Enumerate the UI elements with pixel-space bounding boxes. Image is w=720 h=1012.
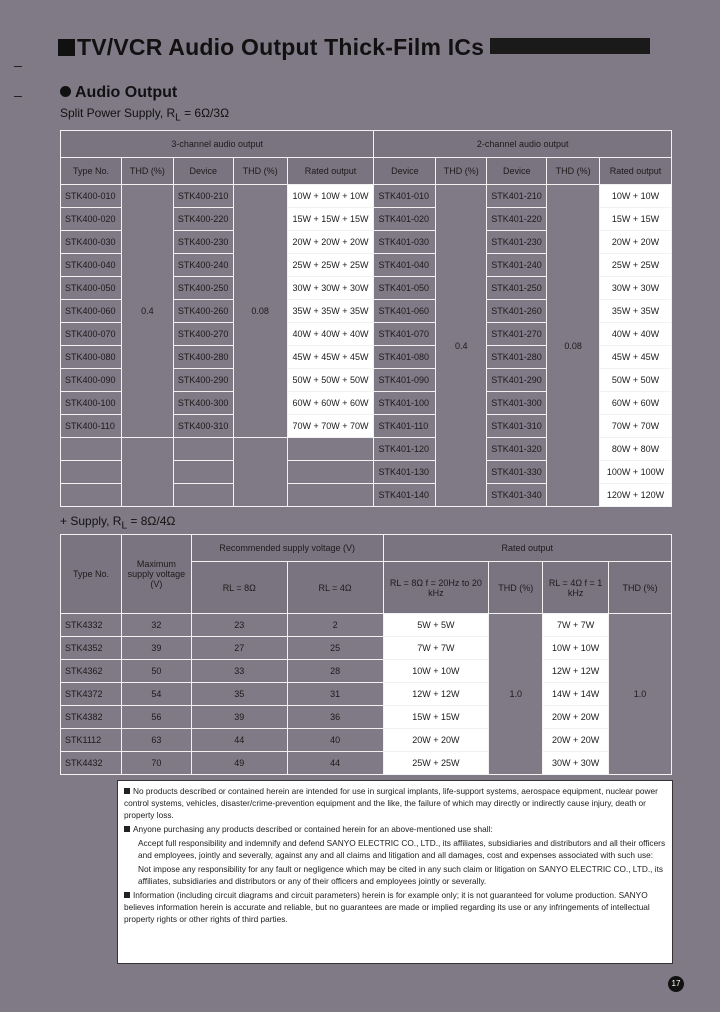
thd-cell: 1.0 <box>609 614 672 775</box>
rated-output-cell <box>287 438 374 461</box>
plus-caption-sub: L <box>121 520 128 532</box>
type-no-cell: STK400-070 <box>61 323 122 346</box>
device-cell: STK401-240 <box>487 254 547 277</box>
thd-cell <box>121 438 173 507</box>
rated-output-cell: 25W + 25W + 25W <box>287 254 374 277</box>
note-2b <box>124 863 666 887</box>
rated-output-cell: 35W + 35W <box>600 300 672 323</box>
type-no-cell: STK4332 <box>61 614 122 637</box>
col-thd: THD (%) <box>547 158 600 185</box>
col-thd: THD (%) <box>233 158 287 185</box>
split-supply-table <box>60 130 672 507</box>
device-cell: STK401-090 <box>374 369 436 392</box>
note-text: Information (including circuit diagrams and circuit parameters) herein is for example only; it is not guaranteed for volume production. SANYO believes information herein is accurate and reliable, but no guarantees are made or implied regarding its use or any infringements of intellectual property rights or other rights of third parties. <box>124 890 650 924</box>
device-cell: STK400-310 <box>173 415 233 438</box>
rated-rl8-cell: 10W + 10W <box>383 660 489 683</box>
col-device: Device <box>173 158 233 185</box>
device-cell: STK401-070 <box>374 323 436 346</box>
rl8-supply-cell: 27 <box>191 637 287 660</box>
rated-rl4-cell: 10W + 10W <box>543 637 609 660</box>
max-supply-cell: 32 <box>121 614 191 637</box>
col-rated-output: Rated output <box>287 158 374 185</box>
rated-output-cell: 40W + 40W <box>600 323 672 346</box>
type-no-cell: STK400-050 <box>61 277 122 300</box>
device-cell: STK401-050 <box>374 277 436 300</box>
page-title <box>58 34 650 61</box>
col-type-no: Type No. <box>61 535 122 614</box>
note-2a <box>124 837 666 861</box>
note-3 <box>124 889 666 925</box>
device-cell: STK400-270 <box>173 323 233 346</box>
col-type-no: Type No. <box>61 158 122 185</box>
note-bullet-icon <box>124 892 130 898</box>
rl8-supply-cell: 39 <box>191 706 287 729</box>
device-cell: STK400-240 <box>173 254 233 277</box>
rl4-supply-cell: 2 <box>287 614 383 637</box>
device-cell: STK400-290 <box>173 369 233 392</box>
device-cell: STK400-220 <box>173 208 233 231</box>
rated-rl4-cell: 14W + 14W <box>543 683 609 706</box>
note-text: Not impose any responsibility for any fault or negligence which may be cited in any such claim or litigation on SANYO ELECTRIC CO., LTD., its affiliates, subsidiaries and distributors or any of their officers and employees jointly or severally. <box>138 864 664 886</box>
col-device: Device <box>487 158 547 185</box>
title-japanese-redacted <box>490 38 650 54</box>
table-row <box>61 185 672 208</box>
col-device: Device <box>374 158 436 185</box>
rl4-supply-cell: 25 <box>287 637 383 660</box>
margin-mark <box>14 96 22 97</box>
rated-output-cell: 60W + 60W <box>600 392 672 415</box>
rated-output-cell: 80W + 80W <box>600 438 672 461</box>
table-row <box>61 706 672 729</box>
max-supply-cell: 50 <box>121 660 191 683</box>
device-cell: STK400-210 <box>173 185 233 208</box>
col-thd-8: THD (%) <box>489 562 543 614</box>
table-row <box>61 614 672 637</box>
device-cell: STK400-230 <box>173 231 233 254</box>
thd-cell: 0.4 <box>121 185 173 438</box>
rated-output-cell: 60W + 60W + 60W <box>287 392 374 415</box>
device-cell: STK400-260 <box>173 300 233 323</box>
rated-rl4-cell: 30W + 30W <box>543 752 609 775</box>
rl4-supply-cell: 36 <box>287 706 383 729</box>
type-no-cell: STK400-040 <box>61 254 122 277</box>
col-max-supply: Maximum supply voltage (V) <box>121 535 191 614</box>
type-no-cell: STK400-110 <box>61 415 122 438</box>
note-bullet-icon <box>124 826 130 832</box>
device-cell: STK401-220 <box>487 208 547 231</box>
device-cell <box>173 484 233 507</box>
table-row <box>61 729 672 752</box>
note-1 <box>124 785 666 821</box>
device-cell: STK401-140 <box>374 484 436 507</box>
type-no-cell: STK400-080 <box>61 346 122 369</box>
device-cell: STK401-270 <box>487 323 547 346</box>
type-no-cell <box>61 438 122 461</box>
table-row <box>61 752 672 775</box>
device-cell: STK401-080 <box>374 346 436 369</box>
device-cell: STK401-130 <box>374 461 436 484</box>
rated-rl4-cell: 7W + 7W <box>543 614 609 637</box>
rated-output-cell: 50W + 50W + 50W <box>287 369 374 392</box>
rated-output-cell: 120W + 120W <box>600 484 672 507</box>
title-square-icon <box>58 39 75 56</box>
thd-cell <box>233 438 287 507</box>
rated-output-cell <box>287 461 374 484</box>
device-cell <box>173 461 233 484</box>
col-recommended-supply: Recommended supply voltage (V) <box>191 535 383 562</box>
col-thd-4: THD (%) <box>609 562 672 614</box>
note-2 <box>124 823 666 835</box>
device-cell <box>173 438 233 461</box>
disclaimer-box <box>117 780 673 964</box>
section-heading <box>60 84 177 102</box>
type-no-cell: STK4372 <box>61 683 122 706</box>
type-no-cell: STK4362 <box>61 660 122 683</box>
margin-mark <box>14 66 22 67</box>
rated-output-cell: 70W + 70W <box>600 415 672 438</box>
type-no-cell: STK400-090 <box>61 369 122 392</box>
table-row <box>61 637 672 660</box>
max-supply-cell: 54 <box>121 683 191 706</box>
device-cell: STK401-260 <box>487 300 547 323</box>
split-supply-caption <box>60 106 229 123</box>
device-cell: STK401-250 <box>487 277 547 300</box>
device-cell: STK401-030 <box>374 231 436 254</box>
rated-output-cell: 15W + 15W + 15W <box>287 208 374 231</box>
split-caption-tail: = 6Ω/3Ω <box>180 106 230 120</box>
type-no-cell: STK400-100 <box>61 392 122 415</box>
type-no-cell: STK4432 <box>61 752 122 775</box>
thd-cell: 0.08 <box>233 185 287 438</box>
type-no-cell <box>61 461 122 484</box>
section-heading-text: Audio Output <box>75 84 178 101</box>
header-2ch: 2-channel audio output <box>374 131 672 158</box>
device-cell: STK400-280 <box>173 346 233 369</box>
plus-supply-caption <box>60 514 175 531</box>
rated-rl8-cell: 5W + 5W <box>383 614 489 637</box>
device-cell: STK401-300 <box>487 392 547 415</box>
rated-output-cell: 45W + 45W + 45W <box>287 346 374 369</box>
rated-rl4-cell: 20W + 20W <box>543 729 609 752</box>
thd-cell: 1.0 <box>489 614 543 775</box>
max-supply-cell: 63 <box>121 729 191 752</box>
type-no-cell: STK400-020 <box>61 208 122 231</box>
rated-rl8-cell: 15W + 15W <box>383 706 489 729</box>
col-thd: THD (%) <box>436 158 487 185</box>
max-supply-cell: 56 <box>121 706 191 729</box>
rated-output-cell: 25W + 25W <box>600 254 672 277</box>
rl4-supply-cell: 31 <box>287 683 383 706</box>
thd-cell: 0.08 <box>547 185 600 507</box>
rated-rl8-cell: 7W + 7W <box>383 637 489 660</box>
rated-rl8-cell: 20W + 20W <box>383 729 489 752</box>
device-cell: STK401-330 <box>487 461 547 484</box>
rated-output-cell: 40W + 40W + 40W <box>287 323 374 346</box>
rl8-supply-cell: 23 <box>191 614 287 637</box>
type-no-cell: STK1112 <box>61 729 122 752</box>
plus-caption-tail: = 8Ω/4Ω <box>127 514 176 528</box>
device-cell: STK401-280 <box>487 346 547 369</box>
device-cell: STK401-310 <box>487 415 547 438</box>
plus-supply-table <box>60 534 672 775</box>
rl4-supply-cell: 28 <box>287 660 383 683</box>
device-cell: STK401-120 <box>374 438 436 461</box>
type-no-cell: STK400-010 <box>61 185 122 208</box>
col-rl8: RL = 8Ω <box>191 562 287 614</box>
device-cell: STK400-250 <box>173 277 233 300</box>
device-cell: STK401-020 <box>374 208 436 231</box>
rated-output-cell: 10W + 10W <box>600 185 672 208</box>
type-no-cell <box>61 484 122 507</box>
rated-rl4-cell: 20W + 20W <box>543 706 609 729</box>
table-row <box>61 683 672 706</box>
bullet-icon <box>60 86 71 97</box>
device-cell: STK401-100 <box>374 392 436 415</box>
page-title-text: TV/VCR Audio Output Thick-Film ICs <box>77 34 485 60</box>
device-cell: STK401-110 <box>374 415 436 438</box>
rated-rl4-cell: 12W + 12W <box>543 660 609 683</box>
max-supply-cell: 70 <box>121 752 191 775</box>
rated-output-cell <box>287 484 374 507</box>
note-bullet-icon <box>124 788 130 794</box>
rl4-supply-cell: 40 <box>287 729 383 752</box>
device-cell: STK401-040 <box>374 254 436 277</box>
rated-output-cell: 15W + 15W <box>600 208 672 231</box>
type-no-cell: STK4382 <box>61 706 122 729</box>
type-no-cell: STK4352 <box>61 637 122 660</box>
rated-output-cell: 45W + 45W <box>600 346 672 369</box>
rated-output-cell: 70W + 70W + 70W <box>287 415 374 438</box>
note-text: No products described or contained herein are intended for use in surgical implants, life-support systems, aerospace equipment, nuclear power control systems, vehicles, disaster/crime-prevention equipment and the like, the failure of which may directly or indirectly cause injury, death or property loss. <box>124 786 658 820</box>
device-cell: STK401-320 <box>487 438 547 461</box>
rated-output-cell: 20W + 20W <box>600 231 672 254</box>
rl8-supply-cell: 44 <box>191 729 287 752</box>
col-thd: THD (%) <box>121 158 173 185</box>
header-3ch: 3-channel audio output <box>61 131 374 158</box>
rated-output-cell: 35W + 35W + 35W <box>287 300 374 323</box>
device-cell: STK400-300 <box>173 392 233 415</box>
device-cell: STK401-010 <box>374 185 436 208</box>
col-rated-output: Rated output <box>600 158 672 185</box>
plus-caption-text: + Supply, R <box>60 514 122 528</box>
page-number: 17 <box>668 976 684 992</box>
table-row <box>61 660 672 683</box>
rl8-supply-cell: 33 <box>191 660 287 683</box>
type-no-cell: STK400-030 <box>61 231 122 254</box>
rl8-supply-cell: 35 <box>191 683 287 706</box>
col-rl4: RL = 4Ω <box>287 562 383 614</box>
rated-output-cell: 50W + 50W <box>600 369 672 392</box>
rated-output-cell: 10W + 10W + 10W <box>287 185 374 208</box>
device-cell: STK401-230 <box>487 231 547 254</box>
max-supply-cell: 39 <box>121 637 191 660</box>
rated-rl8-cell: 25W + 25W <box>383 752 489 775</box>
rated-output-cell: 100W + 100W <box>600 461 672 484</box>
note-text: Anyone purchasing any products described or contained herein for an above-mentioned use shall: <box>133 824 493 834</box>
device-cell: STK401-340 <box>487 484 547 507</box>
rated-output-cell: 30W + 30W + 30W <box>287 277 374 300</box>
split-caption-sub: L <box>175 112 181 124</box>
split-caption-text: Split Power Supply, R <box>60 106 176 120</box>
type-no-cell: STK400-060 <box>61 300 122 323</box>
device-cell: STK401-060 <box>374 300 436 323</box>
col-rated-output: Rated output <box>383 535 672 562</box>
rl8-supply-cell: 49 <box>191 752 287 775</box>
device-cell: STK401-210 <box>487 185 547 208</box>
rated-rl8-cell: 12W + 12W <box>383 683 489 706</box>
rated-output-cell: 30W + 30W <box>600 277 672 300</box>
thd-cell: 0.4 <box>436 185 487 507</box>
col-rated-rl8: RL = 8Ω f = 20Hz to 20 kHz <box>383 562 489 614</box>
rated-output-cell: 20W + 20W + 20W <box>287 231 374 254</box>
rl4-supply-cell: 44 <box>287 752 383 775</box>
note-text: Accept full responsibility and indemnify and defend SANYO ELECTRIC CO., LTD., its affiliates, subsidiaries and distributors and all their officers and employees, jointly and severally, against any and all claims and litigation and all damages, cost and expenses associated with such use: <box>138 838 666 860</box>
device-cell: STK401-290 <box>487 369 547 392</box>
col-rated-rl4: RL = 4Ω f = 1 kHz <box>543 562 609 614</box>
